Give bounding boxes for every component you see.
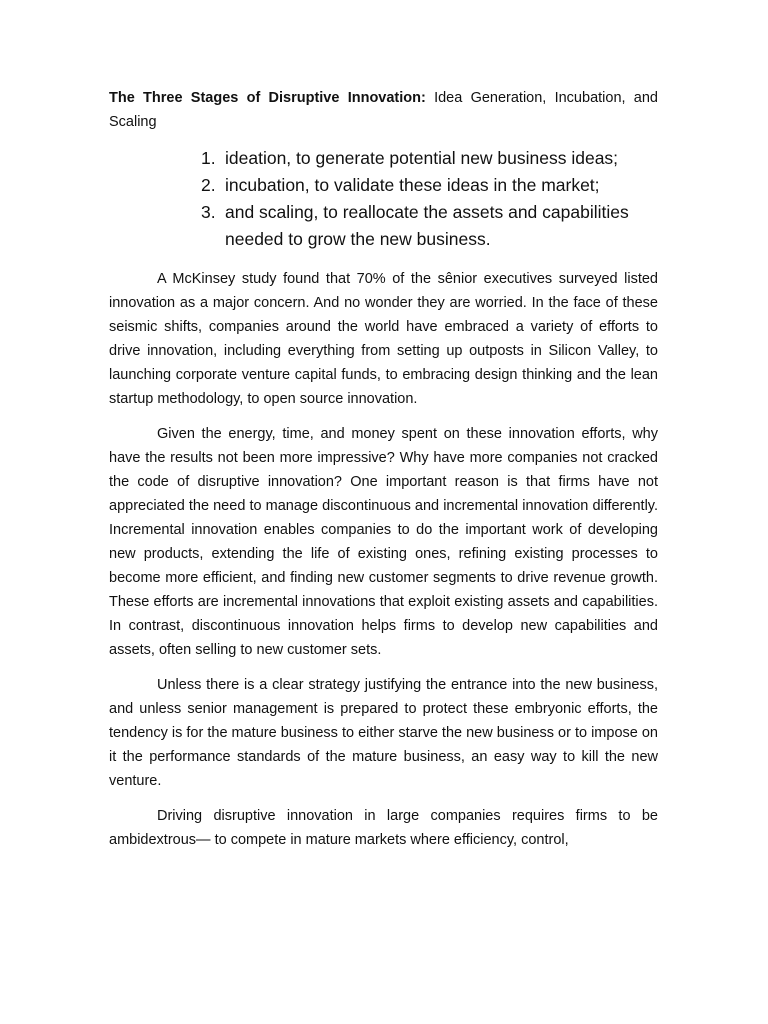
document-page [109,86,658,863]
list-item [201,199,661,253]
list-item-number: 1. [201,148,216,168]
list-item-text: ideation, to generate potential new business ideas; [225,148,619,168]
paragraph-ambidextrous: Driving disruptive innovation in large companies requires firms to be ambidextrous— to compete in mature markets where efficiency, control, [109,808,658,848]
list-item [201,172,661,199]
list-item-text: and scaling, to reallocate the assets and capabilities needed to grow the new business. [225,202,629,249]
list-item-text: incubation, to validate these ideas in the market; [225,175,600,195]
list-item-number: 2. [201,175,216,195]
heading-bold-part: The Three Stages of Disruptive Innovation: [109,90,426,106]
stages-list [109,145,658,253]
paragraph-mckinsey-study: A McKinsey study found that 70% of the sênior executives surveyed listed innovation as a major concern. And no wonder they are worried. In the face of these seismic shifts, companies around the world have embraced a variety of efforts to drive innovation, including everything from setting up outposts in Silicon Valley, to launching corporate venture capital funds, to embracing design thinking and the lean startup methodology, to open source innovation. [109,271,658,407]
list-item [201,145,661,172]
document-heading [109,86,658,134]
paragraph-innovation-efforts: Given the energy, time, and money spent on these innovation efforts, why have the results not been more impressive? Why have more companies not cracked the code of disruptive innovation? One important reason is that firms have not appreciated the need to manage discontinuous and incremental innovation differently. Incremental innovation enables companies to do the important work of developing new products, extending the life of existing ones, refining existing processes to become more efficient, and finding new customer segments to drive revenue growth. These efforts are incremental innovations that exploit existing assets and capabilities. In contrast, discontinuous innovation helps firms to develop new capabilities and assets, often selling to new customer sets. [109,426,658,658]
list-item-number: 3. [201,202,216,222]
heading-rest-part: Idea Generation, Incubation, and Scaling [109,90,658,130]
paragraph-clear-strategy: Unless there is a clear strategy justifying the entrance into the new business, and unless senior management is prepared to protect these embryonic efforts, the tendency is for the mature business to either starve the new business or to impose on it the performance standards of the mature business, an easy way to kill the new venture. [109,677,658,789]
